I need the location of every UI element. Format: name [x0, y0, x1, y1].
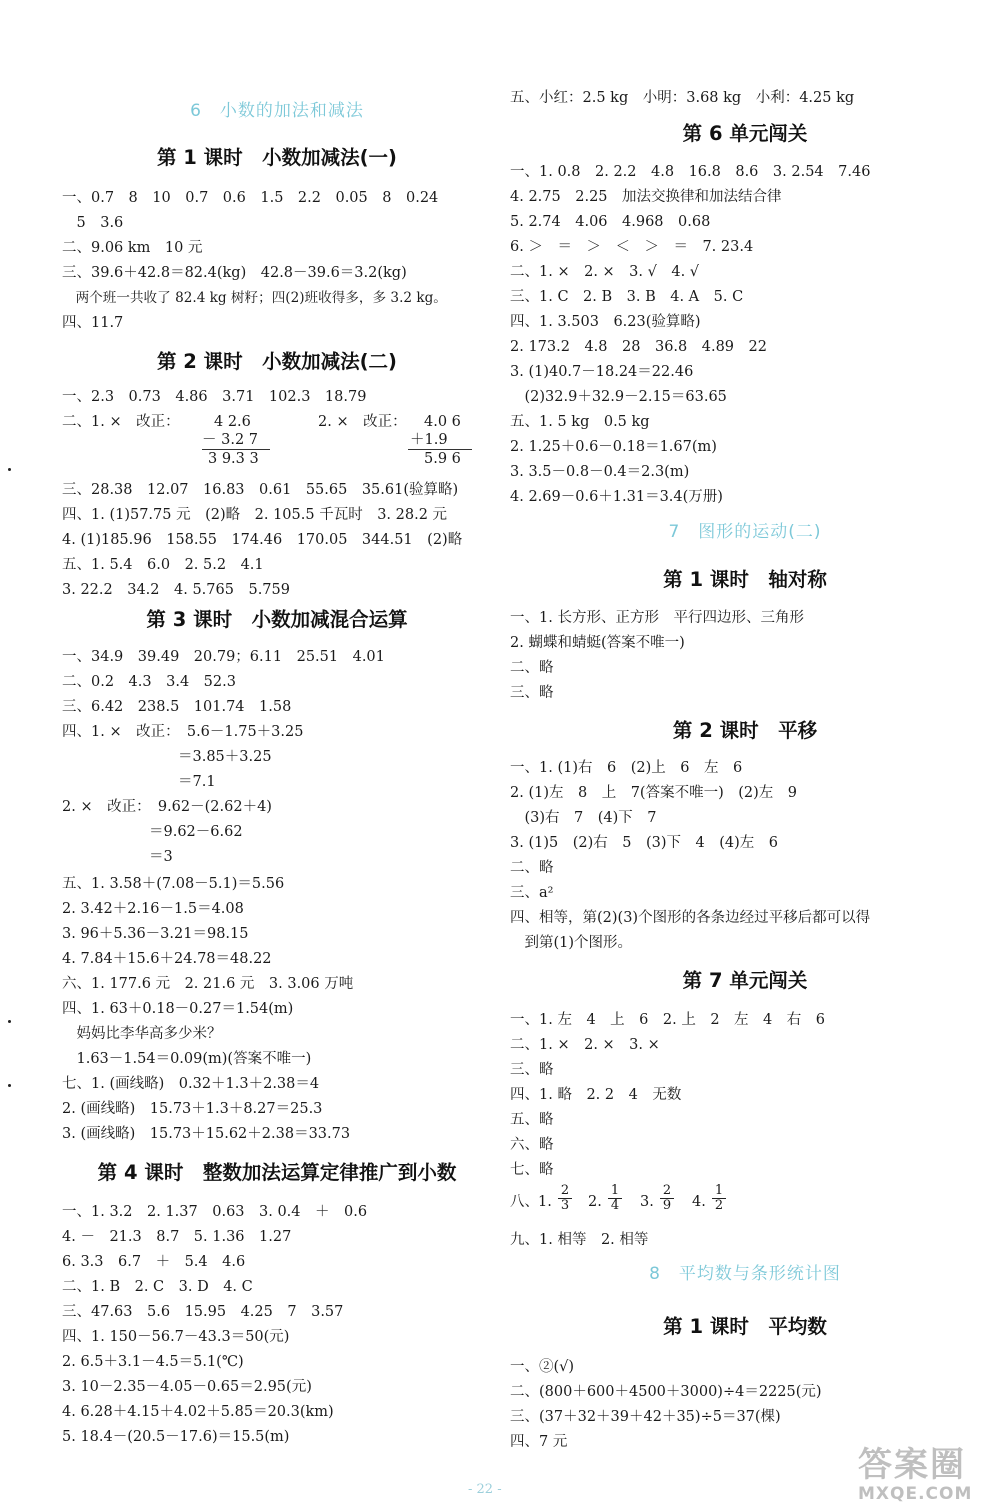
answer-line: 4. (1)185.96 158.55 174.46 170.05 344.51 (2)略: [62, 532, 463, 548]
page-number: - 22 -: [468, 1482, 502, 1497]
answer-line: 四、1. (1)57.75 元 (2)略 2. 105.5 千瓦时 3. 28.2 元: [62, 507, 448, 523]
answer-line: 二、9.06 km 10 元: [62, 240, 203, 256]
answer-line: 一、1. (1)右 6 (2)上 6 左 6: [510, 760, 743, 776]
answer-line: 3. (1)40.7－18.24＝22.46: [510, 364, 694, 380]
margin-speck: [8, 1020, 11, 1023]
answer-line: ＝9.62－6.62: [62, 824, 243, 840]
answer-line: 6. 3.3 6.7 ＋ 5.4 4.6: [62, 1254, 246, 1270]
lesson-4-title: 第 4 课时 整数加法运算定律推广到小数: [97, 1161, 457, 1184]
chapter-7-heading: 7 图形的运动(二): [668, 522, 822, 542]
answer-line: 三、28.38 12.07 16.83 0.61 55.65 35.61(验算略): [62, 482, 459, 498]
answer-line: 3. 22.2 34.2 4. 5.765 5.759: [62, 582, 290, 598]
answer-line: 2. × 改正： 9.62－(2.62＋4): [62, 799, 272, 815]
answer-line: 3. 96＋5.36－3.21＝98.15: [62, 926, 249, 942]
answer-line: 2. 蝴蝶和蜻蜓(答案不唯一): [510, 635, 685, 651]
frac-label: 4.: [692, 1194, 706, 1210]
answer-line: 3. (1)5 (2)右 5 (3)下 4 (4)左 6: [510, 835, 779, 851]
answer-line: 二、1. × 2. × 3. ×: [510, 1037, 660, 1053]
answer-line: 一、1. 0.8 2. 2.2 4.8 16.8 8.6 3. 2.54 7.46: [510, 164, 871, 180]
answer-line: 三、39.6＋42.8＝82.4(kg) 42.8－39.6＝3.2(kg): [62, 265, 407, 281]
frac-label: 1.: [538, 1194, 552, 1210]
answer-line: 4. 2.75 2.25 加法交换律和加法结合律: [510, 189, 782, 205]
answer-line: 3. 3.5－0.8－0.4＝2.3(m): [510, 464, 690, 480]
watermark-logo: 答案圈 MXQE.COM: [858, 1445, 973, 1504]
answer-line: 4. 6.28＋4.15＋4.02＋5.85＝20.3(km): [62, 1404, 334, 1420]
vertical-calc-top: 4.0 6: [424, 414, 461, 430]
fraction: $\frac{1}{2}$: [712, 1184, 726, 1213]
vertical-calc-mid: ＋1.9: [410, 432, 448, 448]
answer-line: 五、略: [510, 1112, 554, 1128]
answer-line: 一、1. 长方形、正方形 平行四边形、三角形: [510, 610, 804, 626]
answer-line: 三、a²: [510, 885, 554, 901]
answer-line: 一、②(√): [510, 1359, 575, 1375]
lesson-8-1-title: 第 1 课时 平均数: [663, 1315, 827, 1338]
answer-line: 四、1. 3.503 6.23(验算略): [510, 314, 701, 330]
answer-line: 4. 7.84＋15.6＋24.78＝48.22: [62, 951, 272, 967]
answer-line: 六、1. 177.6 元 2. 21.6 元 3. 3.06 万吨: [62, 976, 354, 992]
fraction: $\frac{2}{3}$: [558, 1184, 572, 1213]
answer-line: 五、1. 5.4 6.0 2. 5.2 4.1: [62, 557, 264, 573]
chapter-8-heading: 8 平均数与条形统计图: [649, 1264, 841, 1284]
answer-line: 二、略: [510, 660, 554, 676]
answer-line: 5. 2.74 4.06 4.968 0.68: [510, 214, 711, 230]
chapter-6-heading: 6 小数的加法和减法: [190, 101, 364, 121]
answer-line: 三、1. C 2. B 3. B 4. A 5. C: [510, 289, 744, 305]
answer-line: 1.63－1.54＝0.09(m)(答案不唯一): [62, 1051, 312, 1067]
margin-speck: [8, 1084, 11, 1087]
answer-line: 一、1. 3.2 2. 1.37 0.63 3. 0.4 ＋ 0.6: [62, 1204, 368, 1220]
answer-line: 二、0.2 4.3 3.4 52.3: [62, 674, 236, 690]
answer-line: 三、(37＋32＋39＋42＋35)÷5＝37(棵): [510, 1409, 781, 1425]
unit-6-title: 第 6 单元闯关: [682, 122, 808, 145]
answer-line: 四、1. 略 2. 2 4 无数: [510, 1087, 682, 1103]
answer-line: 三、略: [510, 1062, 554, 1078]
answer-line: 一、0.7 8 10 0.7 0.6 1.5 2.2 0.05 8 0.24: [62, 190, 439, 206]
answer-line: 2. (1)左 8 上 7(答案不唯一) (2)左 9: [510, 785, 798, 801]
answer-line: 六、略: [510, 1137, 554, 1153]
answer-line: 2. × 改正：: [318, 414, 407, 430]
frac-label: 3.: [640, 1194, 654, 1210]
answer-line: 4. 2.69－0.6＋1.31＝3.4(万册): [510, 489, 723, 505]
answer-line: 三、6.42 238.5 101.74 1.58: [62, 699, 292, 715]
answer-line: ＝7.1: [62, 774, 216, 790]
answer-line: 七、1. (画线略) 0.32＋1.3＋2.38＝4: [62, 1076, 320, 1092]
answer-line: ＝3: [62, 849, 173, 865]
lesson-7-1-title: 第 1 课时 轴对称: [663, 568, 827, 591]
answer-line: 八、: [510, 1194, 539, 1210]
lesson-3-title: 第 3 课时 小数加减混合运算: [146, 608, 408, 631]
answer-line: 2. 3.42＋2.16－1.5＝4.08: [62, 901, 244, 917]
answer-line: 七、略: [510, 1162, 554, 1178]
answer-line: 二、略: [510, 860, 554, 876]
answer-line: 四、7 元: [510, 1434, 568, 1450]
answer-line: 一、34.9 39.49 20.79；6.11 25.51 4.01: [62, 649, 385, 665]
answer-line: 五、1. 5 kg 0.5 kg: [510, 414, 650, 430]
answer-line: 四、相等，第(2)(3)个图形的各条边经过平移后都可以得: [510, 910, 871, 926]
answer-line: 二、1. B 2. C 3. D 4. C: [62, 1279, 253, 1295]
answer-line: 2. 1.25＋0.6－0.18＝1.67(m): [510, 439, 717, 455]
answer-line: 5 3.6: [62, 215, 124, 231]
answer-line: 二、1. × 2. × 3. √ 4. √: [510, 264, 700, 280]
answer-line: 3. (画线略) 15.73＋15.62＋2.38＝33.73: [62, 1126, 351, 1142]
answer-line: 二、1. × 改正：: [62, 414, 180, 430]
answer-line: 一、1. 左 4 上 6 2. 上 2 左 4 右 6: [510, 1012, 826, 1028]
lesson-7-2-title: 第 2 课时 平移: [672, 719, 818, 742]
answer-line: 五、1. 3.58＋(7.08－5.1)＝5.56: [62, 876, 285, 892]
answer-line: 四、1. 150－56.7－43.3＝50(元): [62, 1329, 290, 1345]
vertical-calc-result: 3 9.3 3: [208, 451, 259, 467]
answer-line: 5. 18.4－(20.5－17.6)＝15.5(m): [62, 1429, 290, 1445]
answer-line: 3. 10－2.35－4.05－0.65＝2.95(元): [62, 1379, 312, 1395]
vertical-calc-mid: － 3.2 7: [202, 432, 259, 448]
margin-speck: [8, 468, 11, 471]
answer-line: 一、2.3 0.73 4.86 3.71 102.3 18.79: [62, 389, 367, 405]
unit-7-title: 第 7 单元闯关: [682, 969, 808, 992]
answer-line: 2. 6.5＋3.1－4.5＝5.1(℃): [62, 1354, 244, 1370]
answer-line: 四、1. 63＋0.18－0.27＝1.54(m): [62, 1001, 294, 1017]
lesson-2-title: 第 2 课时 小数加减法(二): [157, 350, 397, 373]
answer-line: 6. ＞ ＝ ＞ ＜ ＞ ＝ 7. 23.4: [510, 239, 754, 255]
vertical-calc-top: 4 2.6: [214, 414, 251, 430]
answer-line: 妈妈比李华高多少米？: [62, 1026, 222, 1042]
answer-line: 四、1. × 改正： 5.6－1.75＋3.25: [62, 724, 304, 740]
answer-line: 4. － 21.3 8.7 5. 1.36 1.27: [62, 1229, 292, 1245]
answer-line: 四、11.7: [62, 315, 124, 331]
answer-line: 五、小红：2.5 kg 小明：3.68 kg 小利：4.25 kg: [510, 90, 855, 106]
answer-line: 九、1. 相等 2. 相等: [510, 1232, 649, 1248]
answer-line: (2)32.9＋32.9－2.15＝63.65: [510, 389, 727, 405]
answer-line: 二、(800＋600＋4500＋3000)÷4＝2225(元): [510, 1384, 822, 1400]
answer-line: ＝3.85＋3.25: [62, 749, 272, 765]
vertical-calc-result: 5.9 6: [424, 451, 461, 467]
answer-line: 2. 173.2 4.8 28 36.8 4.89 22: [510, 339, 767, 355]
answer-line: 三、略: [510, 685, 554, 701]
answer-line: 到第(1)个图形。: [510, 935, 633, 951]
answer-line: 两个班一共收了 82.4 kg 树籽；四(2)班收得多，多 3.2 kg。: [62, 290, 447, 306]
frac-label: 2.: [588, 1194, 602, 1210]
fraction: $\frac{1}{4}$: [608, 1184, 622, 1213]
lesson-1-title: 第 1 课时 小数加减法(一): [157, 146, 397, 169]
answer-line: 三、47.63 5.6 15.95 4.25 7 3.57: [62, 1304, 344, 1320]
answer-line: (3)右 7 (4)下 7: [510, 810, 657, 826]
answer-line: 2. (画线略) 15.73＋1.3＋8.27＝25.3: [62, 1101, 323, 1117]
fraction: $\frac{2}{9}$: [660, 1184, 674, 1213]
